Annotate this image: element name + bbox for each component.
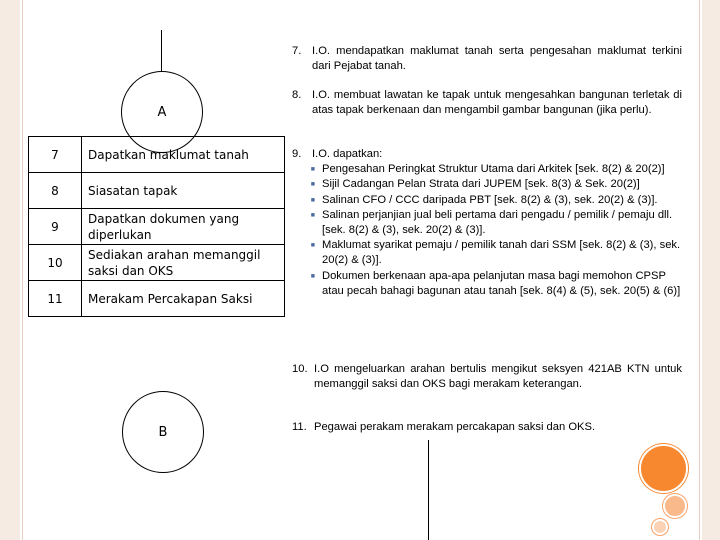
step-text: Dapatkan maklumat tanah bbox=[82, 137, 285, 173]
left-frame-line bbox=[22, 0, 23, 540]
list-item: ■ Dokumen berkenaan apa-apa pelanjutan masa bagi memohon CPSP atau pecah bahagi bagunan atau tanah [sek. 8(4) & (5), sek. 20(5) & (6)] bbox=[292, 269, 682, 299]
table-row bbox=[29, 209, 285, 245]
end-label: B bbox=[158, 424, 168, 440]
flowchart-steps-table bbox=[28, 136, 285, 317]
list-item: ■ Maklumat syarikat pemaju / pemilik tanah dari SSM [sek. 8(2) & (3), sek. 20(2) & (3)]. bbox=[292, 238, 682, 268]
bullet-square-icon: ■ bbox=[310, 166, 315, 174]
right-frame-line bbox=[699, 0, 700, 540]
step-text: Dapatkan dokumen yang diperlukan bbox=[82, 209, 285, 245]
step-text: Siasatan tapak bbox=[82, 173, 285, 209]
note-number: 9. bbox=[292, 148, 302, 160]
right-frame-strip bbox=[702, 0, 720, 540]
step-text: Sediakan arahan memanggil saksi dan OKS bbox=[82, 245, 285, 281]
connector-top bbox=[161, 30, 162, 72]
note-text: I.O. dapatkan: bbox=[312, 148, 383, 160]
step-number: 8 bbox=[29, 173, 82, 209]
left-frame-strip bbox=[0, 0, 20, 540]
note-text: I.O. mendapatkan maklumat tanah serta pengesahan maklumat terkini dari Pejabat tanah. bbox=[312, 45, 682, 73]
list-item: ■ Salinan perjanjian jual beli pertama dari pengadu / pemilik / pemaju dll. [sek. 8(2) & (3), sek. 20(2) & (3)]. bbox=[292, 208, 682, 238]
note-7 bbox=[292, 44, 682, 74]
note-10 bbox=[292, 362, 682, 392]
step-text: Merakam Percakapan Saksi bbox=[82, 281, 285, 317]
note-11 bbox=[292, 420, 682, 435]
table-row bbox=[29, 137, 285, 173]
bullet-square-icon: ■ bbox=[310, 211, 315, 219]
step-number: 7 bbox=[29, 137, 82, 173]
note-text: I.O mengeluarkan arahan bertulis mengikut seksyen 421AB KTN untuk memanggil saksi dan OKS bagi merakam keterangan. bbox=[314, 363, 682, 391]
step-number: 9 bbox=[29, 209, 82, 245]
bullet-square-icon: ■ bbox=[310, 242, 315, 250]
decorative-orange-circle bbox=[639, 444, 688, 493]
table-row bbox=[29, 245, 285, 281]
list-item: ■ Pengesahan Peringkat Struktur Utama dari Arkitek [sek. 8(2) & 20(2)] bbox=[292, 162, 682, 177]
document-bullet-list bbox=[292, 162, 682, 299]
note-number: 10. bbox=[292, 363, 308, 375]
decorative-small-circle bbox=[652, 519, 668, 535]
note-text: Pegawai perakam merakam percakapan saksi dan OKS. bbox=[314, 421, 596, 433]
note-number: 7. bbox=[292, 45, 302, 57]
list-item: ■ Sijil Cadangan Pelan Strata dari JUPEM [sek. 8(3) & Sek. 20(2)] bbox=[292, 177, 682, 192]
start-label: A bbox=[157, 104, 167, 120]
note-9 bbox=[292, 147, 682, 299]
decorative-medium-circle bbox=[663, 494, 687, 518]
table-row bbox=[29, 173, 285, 209]
end-connector-b bbox=[122, 391, 204, 473]
bullet-square-icon: ■ bbox=[310, 181, 315, 189]
note-8 bbox=[292, 88, 682, 118]
step-number: 11 bbox=[29, 281, 82, 317]
connector-bottom bbox=[428, 440, 429, 540]
note-number: 11. bbox=[292, 421, 307, 433]
list-item: ■ Salinan CFO / CCC daripada PBT [sek. 8(2) & (3), sek. 20(2) & (3)]. bbox=[292, 193, 682, 208]
note-number: 8. bbox=[292, 89, 302, 101]
bullet-square-icon: ■ bbox=[310, 196, 315, 204]
bullet-square-icon: ■ bbox=[310, 272, 315, 280]
note-text: I.O. membuat lawatan ke tapak untuk mengesahkan bangunan terletak di atas tapak berkenaan dan mengambil gambar bangunan (jika perlu). bbox=[312, 89, 682, 117]
table-row bbox=[29, 281, 285, 317]
step-number: 10 bbox=[29, 245, 82, 281]
